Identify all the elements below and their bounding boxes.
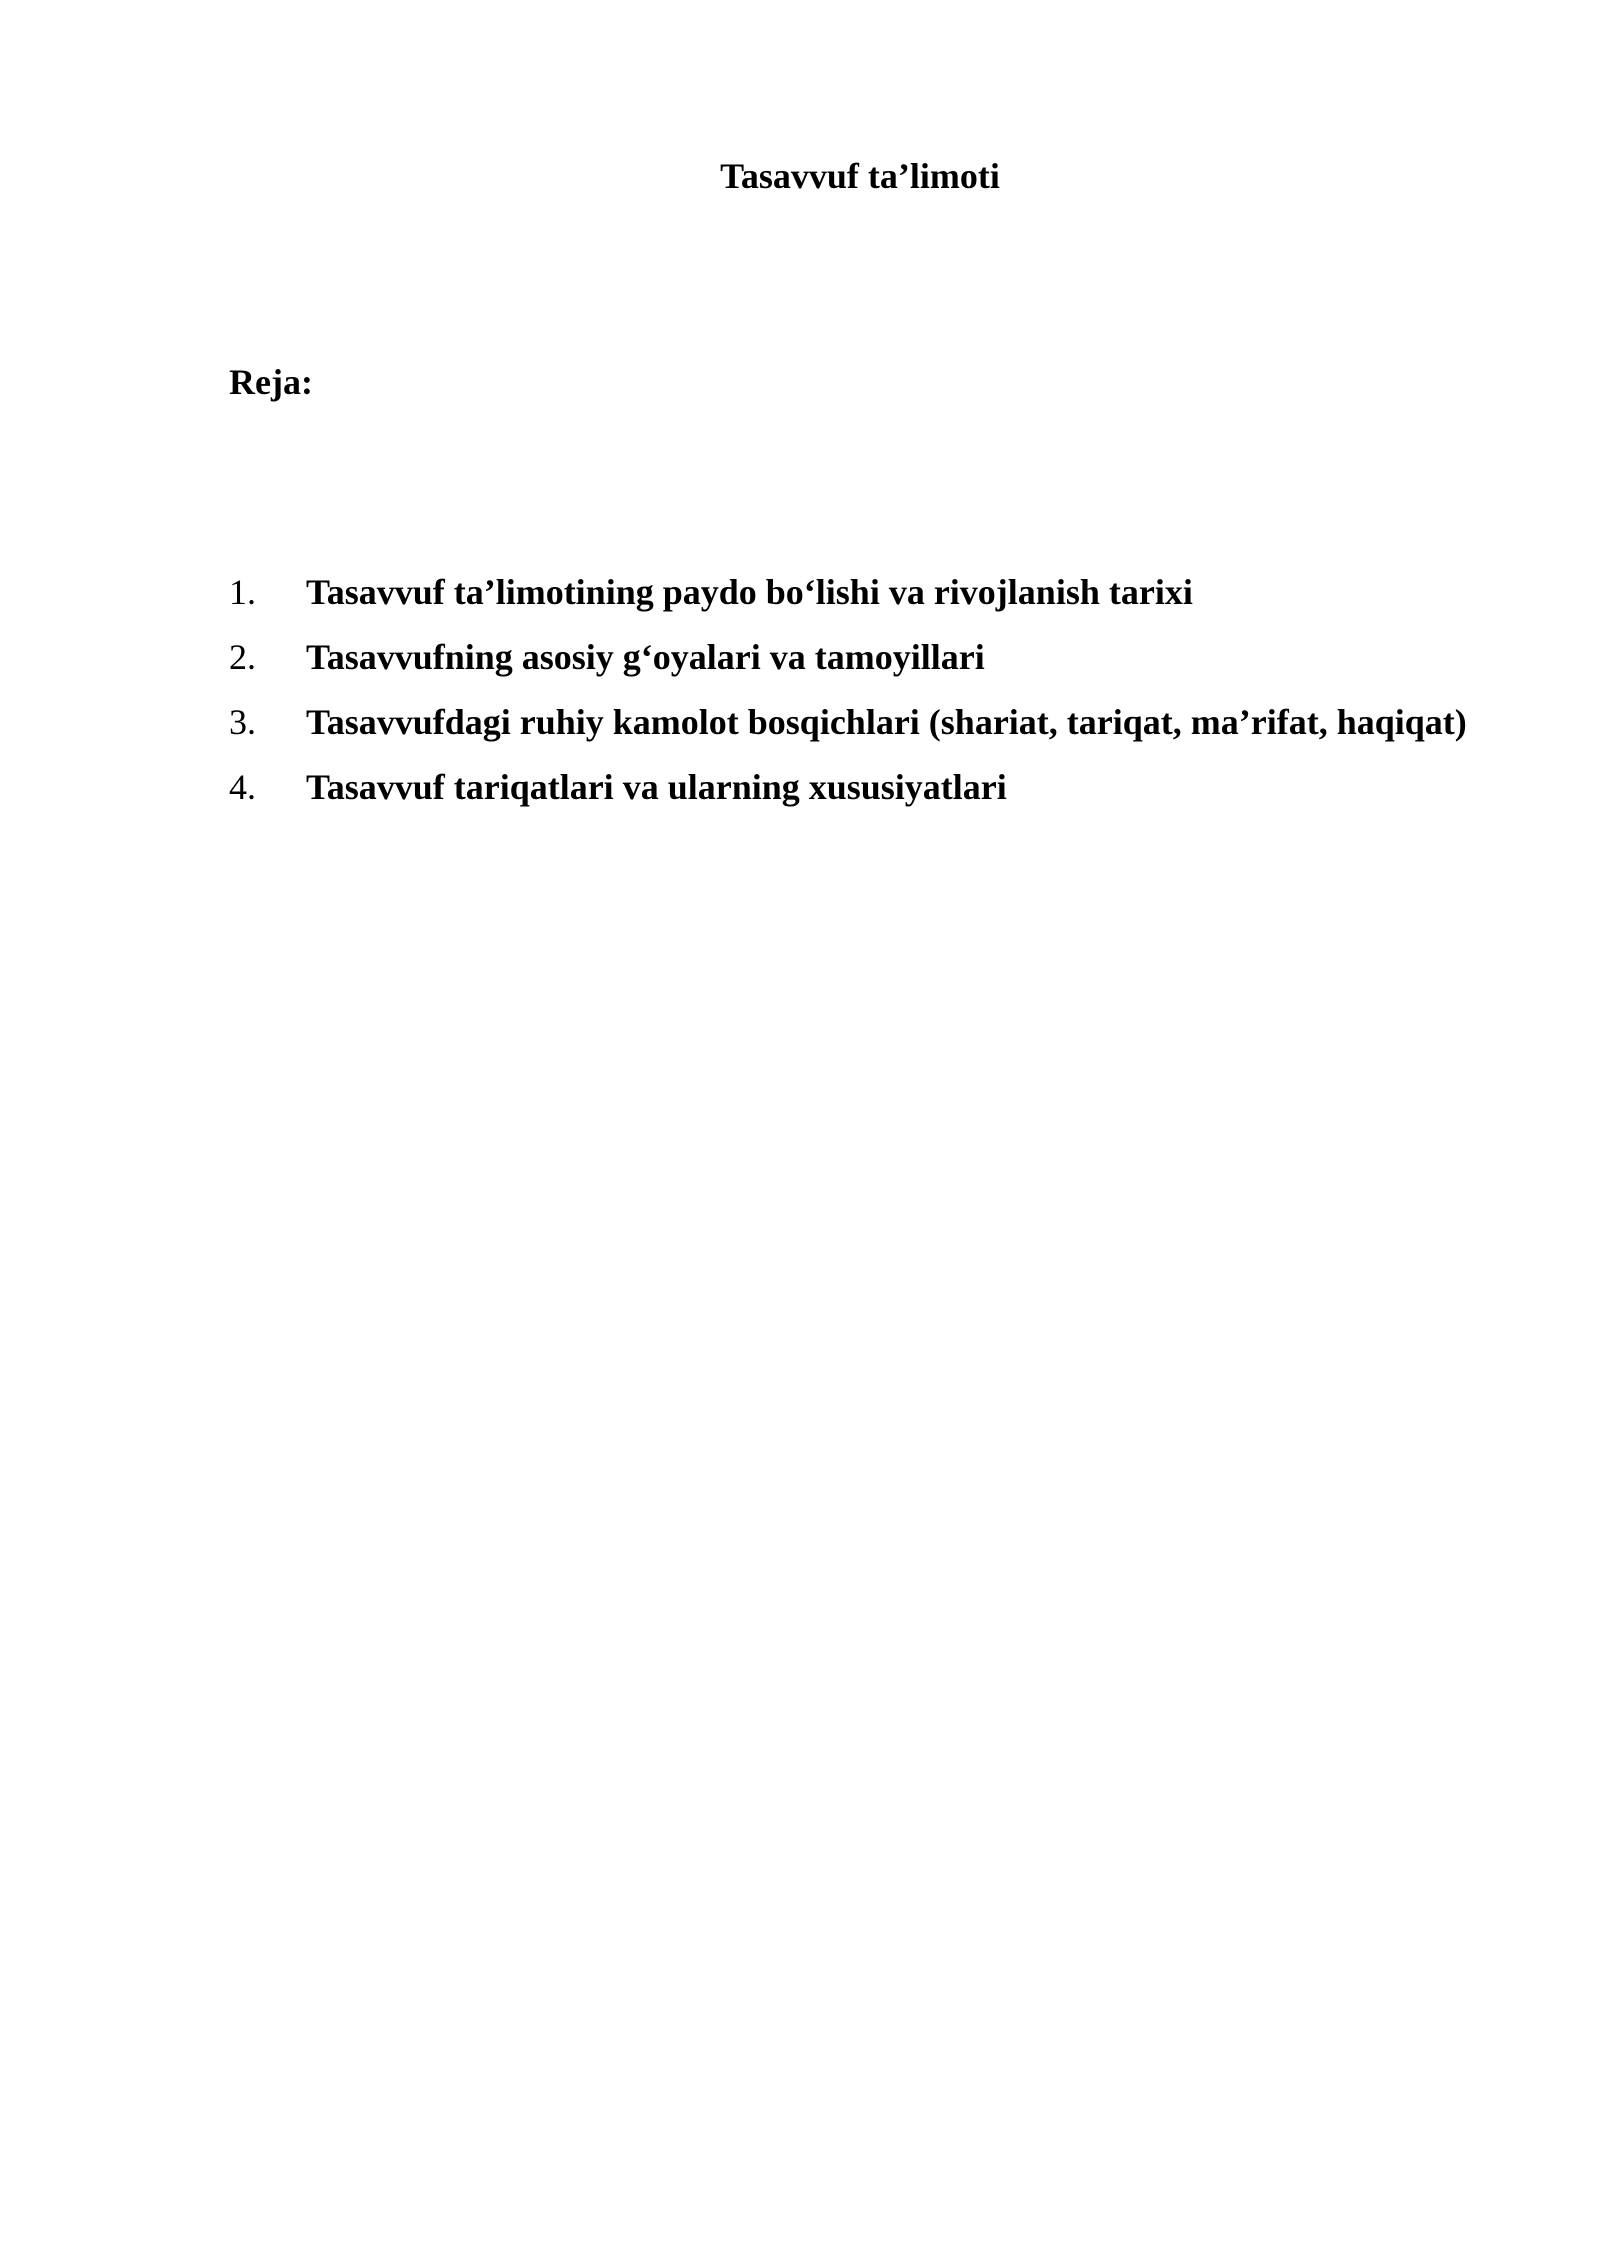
plan-list [229,560,1488,820]
plan-item-4 [229,755,1488,820]
plan-heading: Reja: [229,362,313,402]
plan-item-number: 3. [229,702,256,742]
plan-item-2 [229,625,1488,690]
plan-item-number: 4. [229,767,256,807]
plan-item-text: Tasavvufdagi ruhiy kamolot bosqichlari (shariat, tariqat, ma’rifat, haqiqat) [306,702,1467,742]
document-title: Tasavvuf ta’limoti [720,156,1000,196]
plan-item-number: 1. [229,572,256,612]
plan-item-1 [229,560,1488,625]
plan-item-number: 2. [229,637,256,677]
plan-item-text: Tasavvuf tariqatlari va ularning xususiyatlari [306,767,1007,807]
plan-item-text: Tasavvufning asosiy g‘oyalari va tamoyillari [306,637,985,677]
plan-item-text: Tasavvuf ta’limotining paydo bo‘lishi va rivojlanish tarixi [306,572,1193,612]
plan-item-3 [229,690,1488,755]
